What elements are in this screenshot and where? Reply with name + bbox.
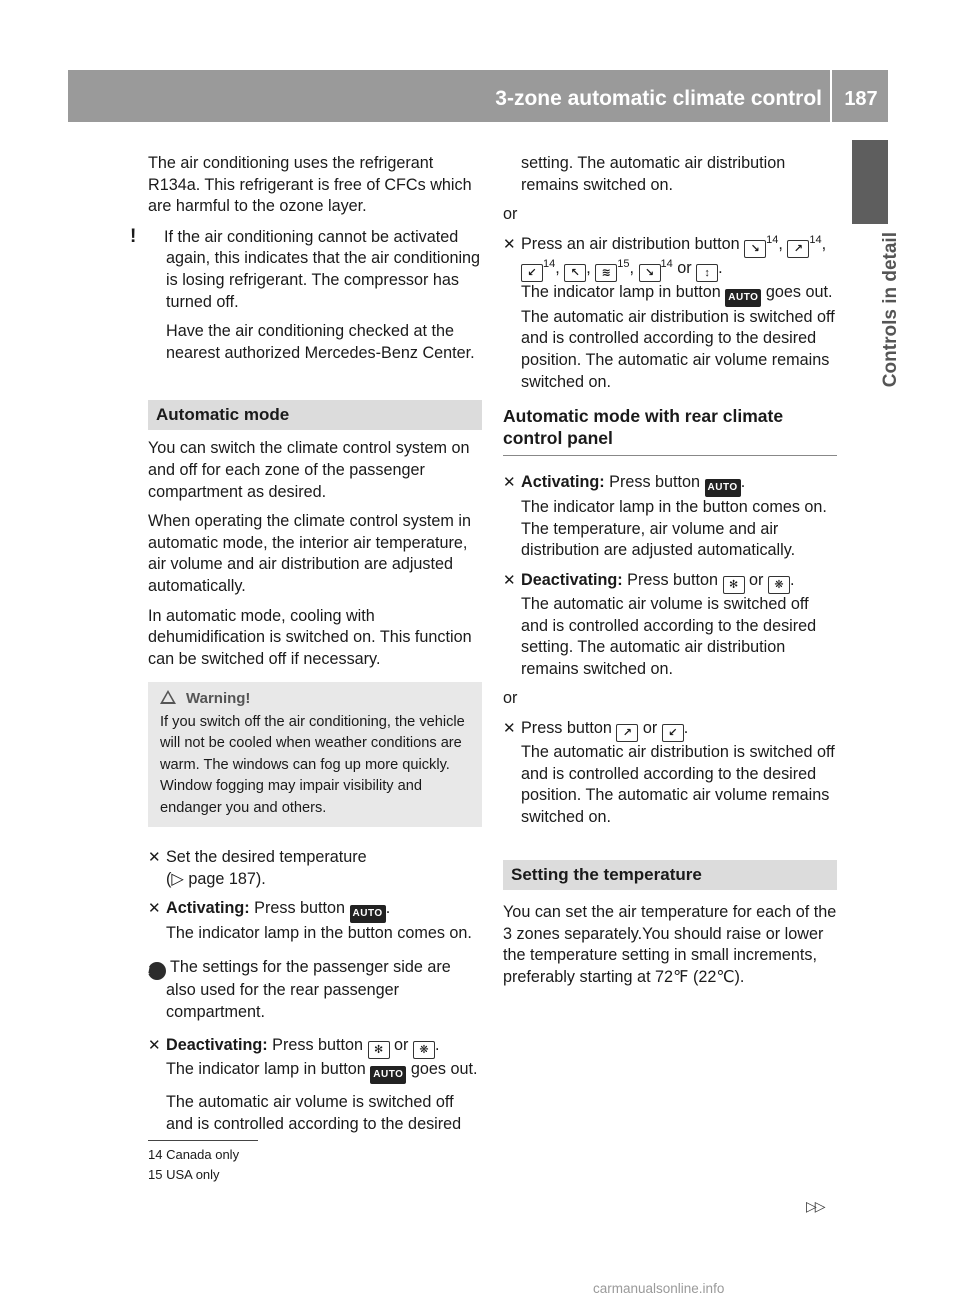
step-6-result: The automatic air volume is switched off and is controlled according to the desired setting. The automatic air distribution remains switched on. <box>521 594 817 678</box>
or-text: or <box>677 258 692 277</box>
side-label: Controls in detail <box>880 232 901 388</box>
footnote-rule <box>148 1140 258 1141</box>
step-4-result-b: goes out. The automatic air distribution is switched off and is controlled according to the desired position. The automatic air volume remains switched on. <box>521 282 835 391</box>
page-reference: (▷ page 187). <box>166 869 266 888</box>
section-title-setting-temperature: Setting the temperature <box>503 860 837 890</box>
fan-high-icon: ❋ <box>413 1041 435 1059</box>
warning-text: If you switch off the air conditioning, the vehicle will not be cooled when weather conditions are warm. The windows can fog up more quickly. Window fogging may impair visibility and endanger you and others. <box>160 713 465 816</box>
step-3-text: Press button <box>272 1036 364 1055</box>
right-column <box>503 153 837 989</box>
fan-low-icon: ✻ <box>723 576 745 594</box>
step-6-text: Press button <box>627 570 719 589</box>
air-dist-foot-center-icon: ↙ <box>521 264 543 282</box>
info-text: The settings for the passenger side are also used for the rear passenger compartment. <box>166 958 451 1021</box>
fan-high-icon: ❋ <box>768 576 790 594</box>
footnote-ref-14: 14 <box>543 257 556 270</box>
footnotes <box>148 1145 239 1185</box>
air-dist-all-icon: ↕ <box>696 264 718 282</box>
page-title: 3-zone automatic climate control <box>495 87 822 110</box>
header-separator <box>830 70 832 122</box>
step-5-text: Press button <box>609 473 701 492</box>
step-2-label: Activating: <box>166 899 250 918</box>
footnote-15: 15 USA only <box>148 1167 220 1182</box>
air-dist-footwell-icon: ↘ <box>744 240 766 258</box>
fan-low-icon: ✻ <box>368 1041 390 1059</box>
auto-button-icon: AUTO <box>725 289 761 307</box>
warning-icon <box>160 690 176 704</box>
step-5-result: The indicator lamp in the button comes on. The temperature, air volume and air distribution are adjusted automatically. <box>521 498 827 560</box>
notice-block <box>130 225 482 365</box>
temperature-paragraph: You can set the air temperature for each of the 3 zones separately.You should raise or lower the temperature setting in small increments, preferably starting at 72℉ (22℃). <box>503 903 837 987</box>
step-set-temperature <box>148 847 482 890</box>
step-marker-icon: ✕ <box>503 235 516 253</box>
section-title-automatic-mode: Automatic mode <box>148 400 482 430</box>
paragraph-3: In automatic mode, cooling with dehumidification is switched on. This function can be switched off if necessary. <box>148 606 472 668</box>
step-2-text: Press button <box>254 899 346 918</box>
or-separator-2: or <box>503 689 518 708</box>
step-rear-deactivating: ✕ Deactivating: Press button ✻ or ❋ . The automatic air volume is switched off and is controlled according to the desired setting. The automatic air distribution remains switched on. <box>503 570 837 680</box>
exclamation-icon: ! <box>130 225 137 247</box>
subheading-rear-panel: Automatic mode with rear climate control panel <box>503 405 837 456</box>
air-dist-center-icon: ↗ <box>616 724 638 742</box>
notice-text-1: If the air conditioning cannot be activated again, this indicates that the air conditioning is losing refrigerant. The compressor has turned off. <box>164 227 481 311</box>
watermark: carmanualsonline.info <box>593 1281 725 1296</box>
air-dist-lower-icon: ↘ <box>639 264 661 282</box>
footnote-ref-14: 14 <box>809 233 822 246</box>
air-dist-windshield-icon: ≋ <box>595 264 617 282</box>
warning-box <box>148 682 482 827</box>
footnote-ref-14: 14 <box>766 233 779 246</box>
footnote-ref-15: 15 <box>617 257 630 270</box>
step-marker-icon: ✕ <box>148 900 161 918</box>
footnote-ref-14: 14 <box>660 257 673 270</box>
step-rear-air-distribution: ✕ Press button ↗ or ↙ . The automatic air distribution is switched off and is controlled according to the desired position. The automatic air volume remains switched on. <box>503 718 837 828</box>
or-text: or <box>394 1036 409 1055</box>
step-3-result-c: The automatic air volume is switched off and is controlled according to the desired <box>166 1093 462 1133</box>
step-marker-icon: ✕ <box>148 1037 161 1055</box>
step-3-label: Deactivating: <box>166 1036 268 1055</box>
air-dist-center-icon: ↗ <box>787 240 809 258</box>
side-label-wrap <box>850 232 901 652</box>
page-number: 187 <box>844 88 878 110</box>
left-column <box>130 153 482 1135</box>
step-2-result: The indicator lamp in the button comes on. <box>166 924 472 943</box>
auto-button-icon: AUTO <box>705 479 741 497</box>
warning-title: Warning! <box>186 690 251 708</box>
step-marker-icon: ✕ <box>503 719 516 737</box>
step-7-text: Press button <box>521 718 612 737</box>
step-7-result: The automatic air distribution is switched off and is controlled according to the desired position. The automatic air volume remains switched on. <box>521 742 835 826</box>
footnote-14: 14 Canada only <box>148 1147 240 1162</box>
step-3-result-a: The indicator lamp in button <box>166 1060 366 1079</box>
step-air-distribution: ✕ Press an air distribution button ↘$^{14}$, ↗$^{14}$, ↙$^{14}$, ↖ , ≋$^{15}$, ↘$^{14}$ or ↕ . The indicator lamp in button AUTO goes out. The automatic air distribution is switched off and is controlled according to the desired position. The automatic air volume remains switched on. <box>503 233 835 391</box>
auto-button-icon: AUTO <box>370 1066 406 1084</box>
paragraph-1: You can switch the climate control system on and off for each zone of the passenger compartment as desired. <box>148 439 470 501</box>
or-text: or <box>749 570 764 589</box>
next-page-icon: ▷▷ <box>806 1198 824 1214</box>
air-dist-foot-center-icon: ↙ <box>662 724 684 742</box>
step-4-result-a: The indicator lamp in button <box>521 282 721 301</box>
step-3-result-b: goes out. <box>410 1060 478 1079</box>
or-separator-1: or <box>503 205 518 224</box>
step-4-text: Press an air distribution button <box>521 234 740 253</box>
step-1-text: Set the desired temperature <box>166 848 367 867</box>
info-note <box>145 957 482 1023</box>
intro-paragraph: The air conditioning uses the refrigerant R134a. This refrigerant is free of CFCs which are harmful to the ozone layer. <box>148 154 472 216</box>
step-activating: ✕ Activating: Press button AUTO . The indicator lamp in the button comes on. <box>148 898 482 945</box>
section-tab <box>852 140 888 224</box>
step-deactivating: ✕ Deactivating: Press button ✻ or ❋ . The indicator lamp in button AUTO goes out. The automatic air volume is switched off and is controlled according to the desired <box>148 1035 482 1135</box>
continuation-text: setting. The automatic air distribution remains switched on. <box>521 154 786 194</box>
notice-text-2: Have the air conditioning checked at the nearest authorized Mercedes-Benz Center. <box>166 322 475 362</box>
air-dist-face-icon: ↖ <box>564 264 586 282</box>
warning-header <box>160 688 474 710</box>
paragraph-2: When operating the climate control system in automatic mode, the interior air temperature, air volume and air distribution are adjusted automatically. <box>148 512 471 595</box>
or-text: or <box>642 718 658 737</box>
step-marker-icon: ✕ <box>503 474 516 492</box>
info-icon: i <box>148 962 166 980</box>
step-5-label: Activating: <box>521 473 605 492</box>
step-6-label: Deactivating: <box>521 570 623 589</box>
step-rear-activating: ✕ Activating: Press button AUTO . The indicator lamp in the button comes on. The temperature, air volume and air distribution are adjusted automatically. <box>503 472 837 562</box>
step-marker-icon: ✕ <box>503 571 516 589</box>
step-marker-icon: ✕ <box>148 849 161 867</box>
auto-button-icon: AUTO <box>350 905 386 923</box>
